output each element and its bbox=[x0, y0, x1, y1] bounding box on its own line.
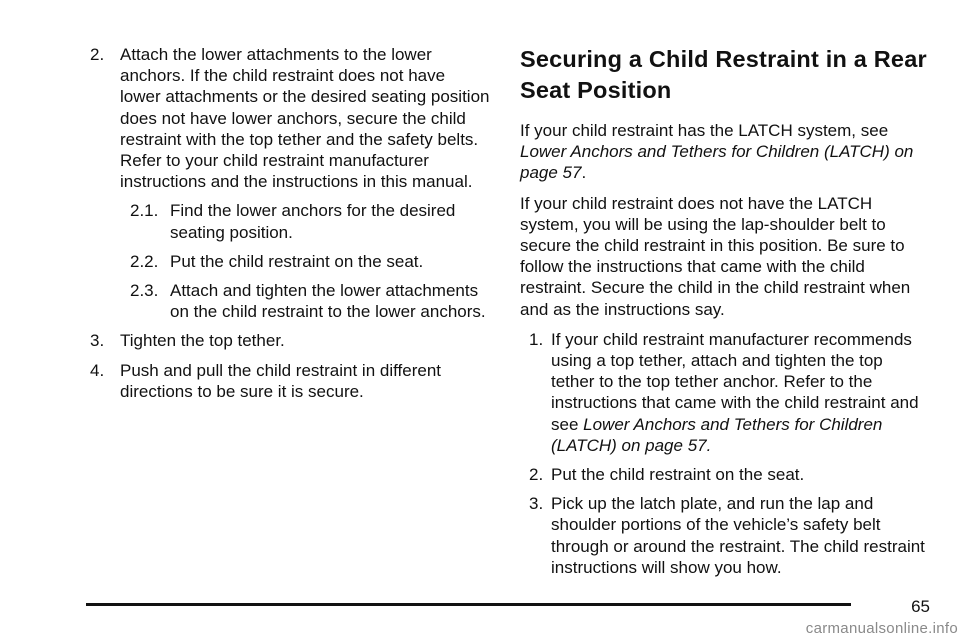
list-text: Attach and tighten the lower attachments on the child restraint to the lower anchors. bbox=[170, 281, 486, 322]
list-number: 4. bbox=[90, 360, 105, 380]
list-number: 2. bbox=[90, 45, 105, 64]
step-3 bbox=[520, 493, 930, 578]
list-text: Push and pull the child restraint in different directions to be sure it is secure. bbox=[120, 360, 441, 401]
list-number: 2.1. bbox=[130, 201, 159, 221]
left-column bbox=[90, 44, 490, 410]
section-heading: Securing a Child Restraint in a Rear Seat Position bbox=[520, 46, 927, 103]
list-number: 2.2. bbox=[130, 251, 159, 271]
list-item-3 bbox=[90, 330, 490, 351]
list-text: Put the child restraint on the seat. bbox=[170, 251, 424, 271]
list-text: Find the lower anchors for the desired seating position. bbox=[170, 201, 456, 242]
right-column bbox=[520, 44, 930, 586]
step-text: Pick up the latch plate, and run the lap and shoulder portions of the vehicle’s safety belt through or around the restraint. The child restraint instructions will show you how. bbox=[551, 494, 925, 577]
list-item-2 bbox=[90, 44, 490, 192]
step-1 bbox=[520, 329, 930, 456]
step-number: 1. bbox=[529, 329, 544, 349]
list-item-2-3 bbox=[90, 280, 490, 322]
list-number: 2.3. bbox=[130, 281, 159, 301]
list-item-4 bbox=[90, 360, 490, 402]
step-2 bbox=[520, 464, 930, 485]
paragraph-text: If your child restraint has the LATCH system, see bbox=[520, 121, 889, 140]
watermark: carmanualsonline.info bbox=[805, 620, 958, 637]
footer-rule bbox=[86, 603, 851, 606]
paragraph-text: . bbox=[581, 163, 587, 183]
list-item-2-2 bbox=[90, 251, 490, 272]
list-text: Attach the lower attachments to the lower anchors. If the child restraint does not have lower attachments or the desired seating position does not have lower anchors, secure the child restraint with the top tether and the safety belts. Refer to your child restraint manufacturer instructions and the instructions in this manual. bbox=[120, 45, 490, 192]
step-number: 2. bbox=[529, 465, 544, 485]
page-number: 65 bbox=[911, 597, 930, 616]
step-number: 3. bbox=[529, 494, 544, 514]
step-text: Put the child restraint on the seat. bbox=[551, 465, 805, 485]
step-text: If your child restraint manufacturer recommends using a top tether, attach and tighten the top tether to the top tether anchor. Refer to the instructions that came with the child restraint and see bbox=[551, 329, 919, 434]
paragraph-latch bbox=[520, 120, 930, 184]
list-number: 3. bbox=[90, 331, 105, 351]
paragraph-no-latch: If your child restraint does not have the LATCH system, you will be using the lap-shoulder belt to secure the child restraint in this position. Be sure to follow the instructions that came with the child restraint. Secure the child in the child restraint when and as the instructions say. bbox=[520, 193, 911, 319]
list-text: Tighten the top tether. bbox=[120, 331, 285, 351]
list-item-2-1 bbox=[90, 200, 490, 242]
cross-reference: Lower Anchors and Tethers for Children (LATCH) on page 57. bbox=[551, 414, 883, 455]
cross-reference: Lower Anchors and Tethers for Children (LATCH) on page 57 bbox=[520, 142, 914, 183]
